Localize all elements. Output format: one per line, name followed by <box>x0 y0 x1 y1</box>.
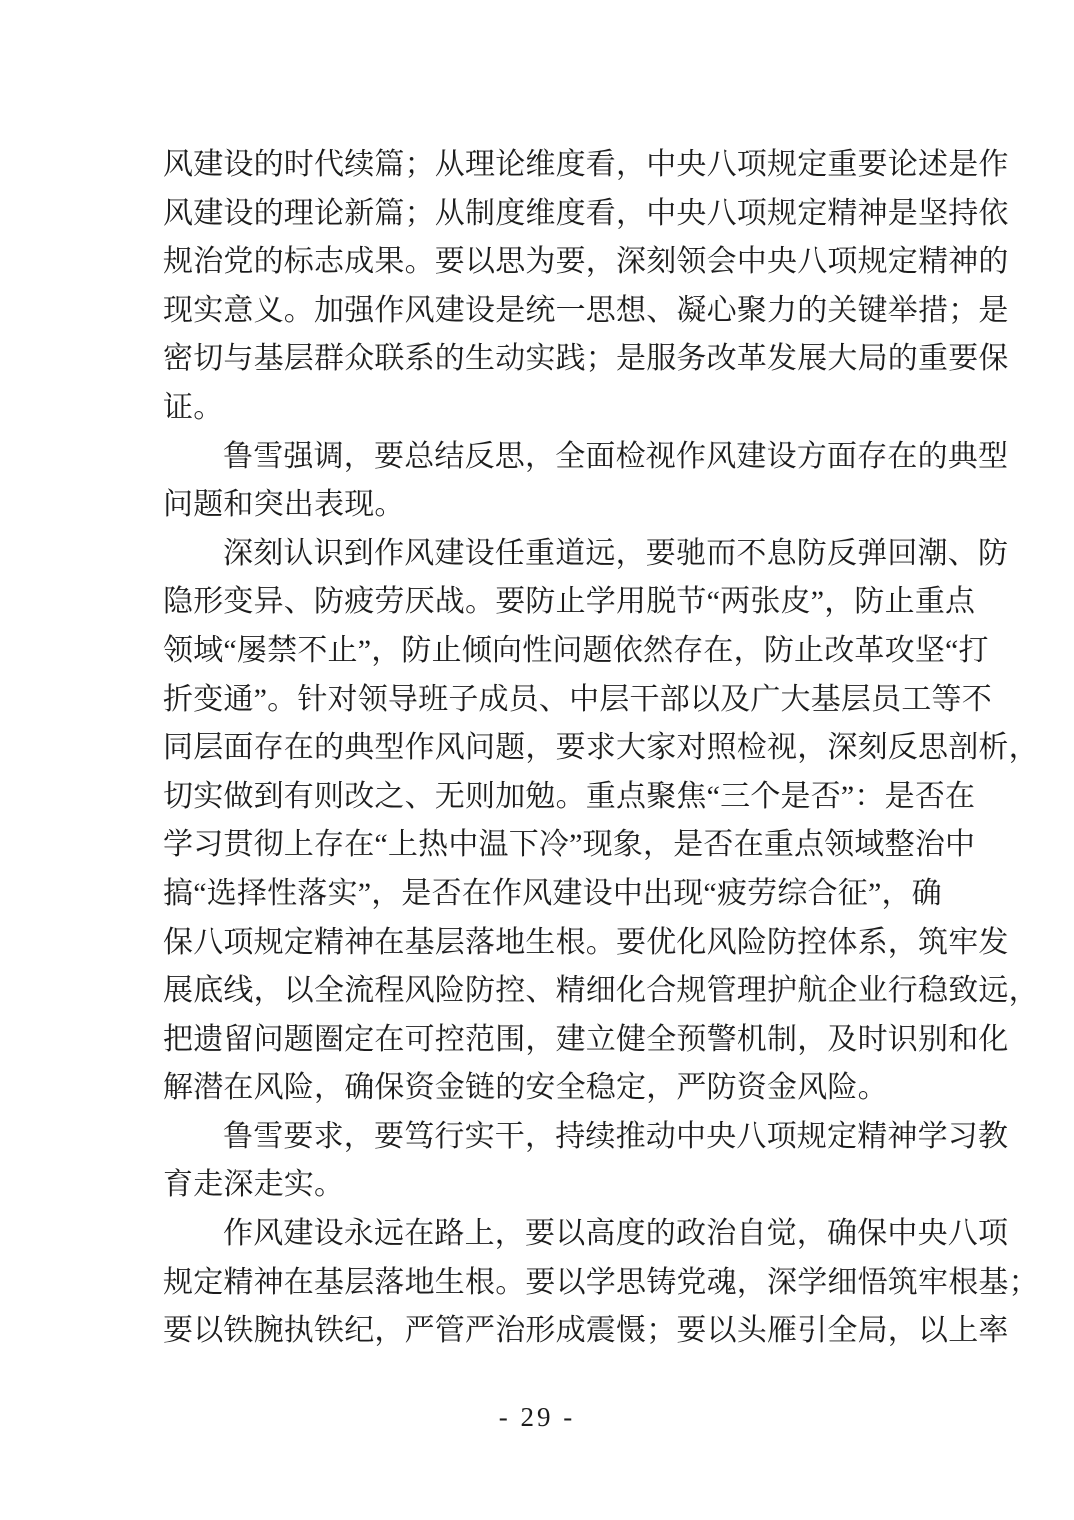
text-line: 鲁雪要求，要笃行实干，持续推动中央八项规定精神学习教 <box>223 1119 1009 1153</box>
text-line: 作风建设永远在路上，要以高度的政治自觉，确保中央八项 <box>223 1217 1009 1251</box>
text-line: 要以铁腕执铁纪，严管严治形成震慑；要以头雁引全局，以上率 <box>163 1314 1009 1348</box>
text-line: 同层面存在的典型作风问题，要求大家对照检视，深刻反思剖析， <box>163 731 1039 765</box>
text-line: 规定精神在基层落地生根。要以学思铸党魂，深学细悟筑牢根基； <box>163 1265 1039 1299</box>
text-line: 学习贯彻上存在“上热中温下冷”现象，是否在重点领域整治中 <box>163 828 976 862</box>
text-line: 解潜在风险，确保资金链的安全稳定，严防资金风险。 <box>163 1071 888 1105</box>
text-line: 问题和突出表现。 <box>163 488 405 522</box>
text-line: 鲁雪强调，要总结反思，全面检视作风建设方面存在的典型 <box>223 439 1009 473</box>
text-line: 切实做到有则改之、无则加勉。重点聚焦“三个是否”：是否在 <box>163 779 976 813</box>
text-line: 风建设的时代续篇；从理论维度看，中央八项规定重要论述是作 <box>163 148 1009 181</box>
text-line: 现实意义。加强作风建设是统一思想、凝心聚力的关键举措；是 <box>163 293 1009 327</box>
text-line: 展底线，以全流程风险防控、精细化合规管理护航企业行稳致远， <box>163 974 1039 1008</box>
text-line: 规治党的标志成果。要以思为要，深刻领会中央八项规定精神的 <box>163 245 1009 279</box>
text-line: 证。 <box>163 390 224 424</box>
text-line: 保八项规定精神在基层落地生根。要优化风险防控体系，筑牢发 <box>163 925 1009 959</box>
text-line: 折变通”。针对领导班子成员、中层干部以及广大基层员工等不 <box>163 682 992 716</box>
paragraph-emphasis <box>163 433 1009 530</box>
text-line: 密切与基层群众联系的生动实践；是服务改革发展大局的重要保 <box>163 342 1009 376</box>
paragraph-requirement <box>163 1113 1009 1210</box>
text-line: 隐形变异、防疲劳厌战。要防止学用脱节“两张皮”，防止重点 <box>163 585 976 619</box>
page-number: - 29 - <box>498 1402 576 1432</box>
text-block <box>163 141 1039 1356</box>
paragraph-analysis <box>163 530 1039 1113</box>
paragraph-closing <box>163 1210 1039 1356</box>
text-line: 风建设的理论新篇；从制度维度看，中央八项规定精神是坚持依 <box>163 196 1009 230</box>
text-line: 搞“选择性落实”，是否在作风建设中出现“疲劳综合征”，确 <box>163 876 942 910</box>
text-line: 深刻认识到作风建设任重道远，要驰而不息防反弹回潮、防 <box>223 536 1009 570</box>
paragraph-continuation <box>163 141 1009 433</box>
text-line: 育走深走实。 <box>163 1168 345 1202</box>
text-line: 把遗留问题圈定在可控范围，建立健全预警机制，及时识别和化 <box>163 1022 1009 1056</box>
text-line: 领域“屡禁不止”，防止倾向性问题依然存在，防止改革攻坚“打 <box>163 633 989 667</box>
